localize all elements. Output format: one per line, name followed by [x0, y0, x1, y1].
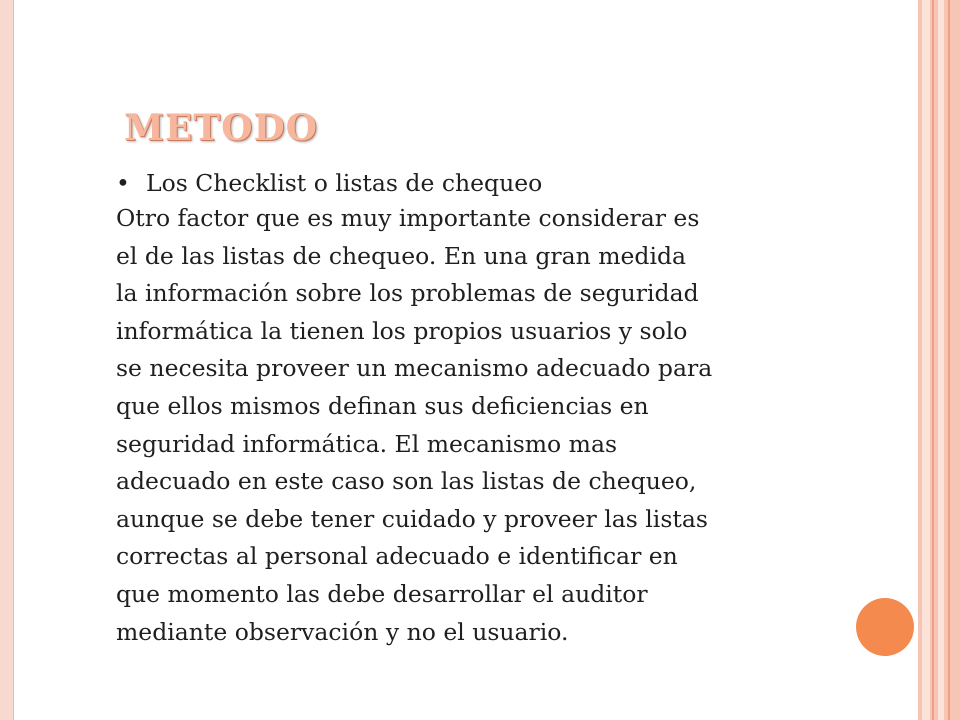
body-line: aunque se debe tener cuidado y proveer las listas: [116, 504, 708, 533]
bullet-marker: •: [116, 169, 130, 197]
body-line: correctas al personal adecuado e identificar en: [116, 542, 678, 571]
body-line: mediante observación y no el usuario.: [116, 617, 569, 646]
accent-circle: [856, 598, 914, 656]
body-line: la información sobre los problemas de seguridad: [116, 279, 699, 308]
body-paragraph: [116, 200, 856, 651]
body-line: que ellos mismos definan sus deficiencias en: [116, 391, 649, 420]
bullet-item: [116, 166, 542, 200]
right-frame-stripe: [938, 0, 944, 720]
left-frame-border: [0, 0, 14, 720]
slide-title: METODO: [124, 107, 319, 149]
bullet-text: Los Checklist o listas de chequeo: [146, 169, 543, 197]
right-frame-line: [932, 0, 934, 720]
body-line: se necesita proveer un mecanismo adecuado para: [116, 354, 713, 383]
right-frame-stripe: [922, 0, 930, 720]
body-line: el de las listas de chequeo. En una gran medida: [116, 241, 687, 270]
body-line: informática la tienen los propios usuarios y solo: [116, 316, 688, 345]
right-frame-line: [948, 0, 950, 720]
body-line: seguridad informática. El mecanismo mas: [116, 429, 618, 458]
body-line: adecuado en este caso son las listas de chequeo,: [116, 467, 697, 496]
body-line: Otro factor que es muy importante considerar es: [116, 204, 700, 232]
body-line: que momento las debe desarrollar el auditor: [116, 579, 648, 608]
right-frame-border: [918, 0, 960, 720]
